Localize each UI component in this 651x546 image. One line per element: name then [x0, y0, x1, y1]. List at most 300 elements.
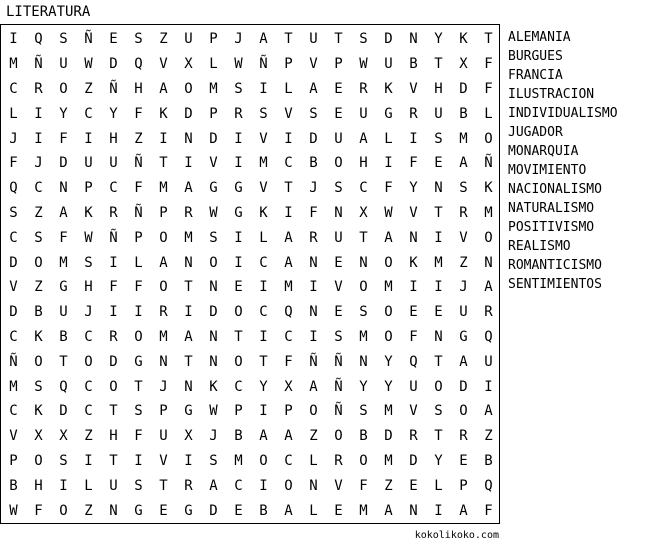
grid-cell[interactable]: W [84, 56, 93, 73]
grid-cell[interactable]: Z [484, 428, 493, 445]
grid-cell[interactable]: O [434, 378, 443, 395]
grid-cell[interactable]: Z [309, 428, 318, 445]
grid-cell[interactable]: K [34, 328, 43, 345]
grid-cell[interactable]: I [34, 130, 43, 147]
grid-cell[interactable]: M [384, 403, 393, 420]
grid-cell[interactable]: B [9, 477, 18, 494]
grid-cell[interactable]: Ñ [309, 353, 318, 370]
grid-cell[interactable]: R [234, 105, 243, 122]
grid-cell[interactable]: A [459, 155, 468, 172]
grid-cell[interactable]: D [384, 31, 393, 48]
grid-cell[interactable]: L [484, 105, 493, 122]
grid-cell[interactable]: F [409, 155, 418, 172]
grid-cell[interactable]: R [34, 80, 43, 97]
grid-cell[interactable]: C [259, 254, 268, 271]
grid-cell[interactable]: S [459, 180, 468, 197]
grid-cell[interactable]: N [359, 254, 368, 271]
grid-cell[interactable]: V [159, 452, 168, 469]
grid-cell[interactable]: K [209, 378, 218, 395]
grid-cell[interactable]: N [109, 502, 118, 519]
grid-cell[interactable]: X [184, 428, 193, 445]
grid-cell[interactable]: I [234, 130, 243, 147]
grid-cell[interactable]: I [184, 155, 193, 172]
grid-cell[interactable]: Ñ [34, 56, 43, 73]
grid-cell[interactable]: O [334, 428, 343, 445]
grid-cell[interactable]: O [359, 279, 368, 296]
grid-cell[interactable]: H [434, 80, 443, 97]
grid-cell[interactable]: P [209, 31, 218, 48]
grid-cell[interactable]: N [209, 353, 218, 370]
grid-cell[interactable]: X [284, 378, 293, 395]
grid-cell[interactable]: R [184, 477, 193, 494]
grid-cell[interactable]: I [484, 378, 493, 395]
grid-cell[interactable]: D [209, 130, 218, 147]
grid-cell[interactable]: S [334, 328, 343, 345]
grid-cell[interactable]: E [334, 254, 343, 271]
grid-cell[interactable]: A [309, 378, 318, 395]
grid-cell[interactable]: N [59, 180, 68, 197]
grid-cell[interactable]: F [34, 502, 43, 519]
grid-cell[interactable]: O [84, 353, 93, 370]
grid-cell[interactable]: N [409, 31, 418, 48]
grid-cell[interactable]: I [9, 31, 18, 48]
grid-cell[interactable]: P [209, 105, 218, 122]
grid-cell[interactable]: V [459, 229, 468, 246]
grid-cell[interactable]: Ñ [134, 155, 143, 172]
grid-cell[interactable]: O [59, 80, 68, 97]
grid-cell[interactable]: I [109, 254, 118, 271]
grid-cell[interactable]: P [459, 477, 468, 494]
grid-cell[interactable]: T [284, 180, 293, 197]
grid-cell[interactable]: L [209, 56, 218, 73]
grid-cell[interactable]: F [59, 229, 68, 246]
grid-cell[interactable]: N [309, 304, 318, 321]
grid-cell[interactable]: M [184, 229, 193, 246]
grid-cell[interactable]: V [409, 403, 418, 420]
grid-cell[interactable]: L [84, 477, 93, 494]
grid-cell[interactable]: W [384, 204, 393, 221]
grid-cell[interactable]: C [9, 403, 18, 420]
grid-cell[interactable]: K [409, 254, 418, 271]
grid-cell[interactable]: U [84, 155, 93, 172]
grid-cell[interactable]: S [84, 254, 93, 271]
grid-cell[interactable]: D [409, 452, 418, 469]
grid-cell[interactable]: V [259, 180, 268, 197]
grid-cell[interactable]: Ñ [334, 353, 343, 370]
grid-cell[interactable]: K [84, 204, 93, 221]
grid-cell[interactable]: C [9, 328, 18, 345]
grid-cell[interactable]: O [359, 452, 368, 469]
grid-cell[interactable]: G [134, 502, 143, 519]
grid-cell[interactable]: Ñ [109, 229, 118, 246]
grid-cell[interactable]: I [259, 403, 268, 420]
grid-cell[interactable]: M [209, 80, 218, 97]
grid-cell[interactable]: Ñ [334, 378, 343, 395]
grid-cell[interactable]: C [109, 180, 118, 197]
grid-cell[interactable]: F [9, 155, 18, 172]
grid-cell[interactable]: E [334, 304, 343, 321]
grid-cell[interactable]: A [59, 204, 68, 221]
grid-cell[interactable]: E [409, 304, 418, 321]
grid-cell[interactable]: N [334, 204, 343, 221]
grid-cell[interactable]: S [434, 403, 443, 420]
grid-cell[interactable]: L [384, 130, 393, 147]
grid-cell[interactable]: B [34, 304, 43, 321]
grid-cell[interactable]: C [284, 155, 293, 172]
grid-cell[interactable]: H [109, 428, 118, 445]
grid-cell[interactable]: Ñ [84, 31, 93, 48]
grid-cell[interactable]: R [459, 428, 468, 445]
grid-cell[interactable]: M [159, 180, 168, 197]
grid-cell[interactable]: E [109, 31, 118, 48]
grid-cell[interactable]: W [209, 403, 218, 420]
grid-cell[interactable]: R [184, 204, 193, 221]
grid-cell[interactable]: Z [84, 428, 93, 445]
grid-cell[interactable]: M [9, 378, 18, 395]
grid-cell[interactable]: R [109, 204, 118, 221]
grid-cell[interactable]: P [134, 229, 143, 246]
grid-cell[interactable]: G [459, 328, 468, 345]
grid-cell[interactable]: R [409, 105, 418, 122]
grid-cell[interactable]: T [234, 328, 243, 345]
grid-cell[interactable]: M [384, 452, 393, 469]
grid-cell[interactable]: N [409, 502, 418, 519]
grid-cell[interactable]: X [34, 428, 43, 445]
grid-cell[interactable]: O [384, 254, 393, 271]
grid-cell[interactable]: O [234, 353, 243, 370]
grid-cell[interactable]: E [234, 502, 243, 519]
grid-cell[interactable]: F [134, 428, 143, 445]
grid-cell[interactable]: E [434, 304, 443, 321]
grid-cell[interactable]: G [184, 403, 193, 420]
grid-cell[interactable]: S [134, 403, 143, 420]
grid-cell[interactable]: K [459, 31, 468, 48]
grid-cell[interactable]: O [34, 353, 43, 370]
grid-cell[interactable]: R [334, 452, 343, 469]
grid-cell[interactable]: G [134, 353, 143, 370]
grid-cell[interactable]: F [134, 279, 143, 296]
grid-cell[interactable]: F [109, 279, 118, 296]
grid-cell[interactable]: A [284, 254, 293, 271]
grid-cell[interactable]: S [209, 452, 218, 469]
grid-cell[interactable]: Ñ [109, 80, 118, 97]
grid-cell[interactable]: A [309, 80, 318, 97]
grid-cell[interactable]: N [159, 353, 168, 370]
grid-cell[interactable]: O [209, 254, 218, 271]
grid-cell[interactable]: D [109, 353, 118, 370]
grid-cell[interactable]: M [359, 502, 368, 519]
grid-cell[interactable]: C [284, 328, 293, 345]
grid-cell[interactable]: V [159, 56, 168, 73]
grid-cell[interactable]: D [309, 130, 318, 147]
grid-cell[interactable]: J [34, 155, 43, 172]
grid-cell[interactable]: U [484, 353, 493, 370]
grid-cell[interactable]: H [134, 80, 143, 97]
grid-cell[interactable]: S [359, 304, 368, 321]
grid-cell[interactable]: O [259, 452, 268, 469]
grid-cell[interactable]: T [259, 353, 268, 370]
grid-cell[interactable]: Q [409, 353, 418, 370]
grid-cell[interactable]: Y [434, 31, 443, 48]
grid-cell[interactable]: V [409, 204, 418, 221]
grid-cell[interactable]: U [109, 477, 118, 494]
grid-cell[interactable]: O [309, 403, 318, 420]
grid-cell[interactable]: Z [84, 80, 93, 97]
grid-cell[interactable]: Z [134, 130, 143, 147]
grid-cell[interactable]: T [159, 155, 168, 172]
grid-cell[interactable]: C [259, 304, 268, 321]
grid-cell[interactable]: D [9, 304, 18, 321]
grid-cell[interactable]: C [9, 229, 18, 246]
grid-cell[interactable]: I [259, 80, 268, 97]
grid-cell[interactable]: D [109, 56, 118, 73]
grid-cell[interactable]: M [459, 130, 468, 147]
grid-cell[interactable]: R [409, 428, 418, 445]
grid-cell[interactable]: U [59, 304, 68, 321]
grid-cell[interactable]: T [359, 229, 368, 246]
grid-cell[interactable]: B [234, 428, 243, 445]
grid-cell[interactable]: N [184, 130, 193, 147]
grid-cell[interactable]: F [284, 353, 293, 370]
grid-cell[interactable]: J [234, 31, 243, 48]
grid-cell[interactable]: R [309, 229, 318, 246]
grid-cell[interactable]: N [359, 353, 368, 370]
grid-cell[interactable]: Ñ [484, 155, 493, 172]
grid-cell[interactable]: I [434, 502, 443, 519]
grid-cell[interactable]: C [84, 378, 93, 395]
grid-cell[interactable]: H [109, 130, 118, 147]
grid-cell[interactable]: E [334, 502, 343, 519]
grid-cell[interactable]: Ñ [259, 56, 268, 73]
grid-cell[interactable]: Z [384, 477, 393, 494]
grid-cell[interactable]: W [84, 229, 93, 246]
grid-cell[interactable]: K [484, 180, 493, 197]
grid-cell[interactable]: E [334, 105, 343, 122]
grid-cell[interactable]: N [409, 229, 418, 246]
grid-cell[interactable]: F [309, 204, 318, 221]
grid-cell[interactable]: C [9, 80, 18, 97]
grid-cell[interactable]: X [359, 204, 368, 221]
grid-cell[interactable]: O [59, 502, 68, 519]
grid-cell[interactable]: D [459, 80, 468, 97]
grid-cell[interactable]: T [434, 56, 443, 73]
grid-cell[interactable]: T [59, 353, 68, 370]
grid-cell[interactable]: E [409, 477, 418, 494]
grid-cell[interactable]: Y [409, 180, 418, 197]
grid-cell[interactable]: I [434, 229, 443, 246]
grid-cell[interactable]: R [359, 80, 368, 97]
grid-cell[interactable]: P [284, 56, 293, 73]
grid-cell[interactable]: A [159, 80, 168, 97]
grid-cell[interactable]: Z [159, 31, 168, 48]
grid-cell[interactable]: T [159, 477, 168, 494]
grid-cell[interactable]: N [434, 180, 443, 197]
grid-cell[interactable]: M [434, 254, 443, 271]
grid-cell[interactable]: V [284, 105, 293, 122]
grid-cell[interactable]: M [384, 279, 393, 296]
grid-cell[interactable]: T [434, 353, 443, 370]
grid-cell[interactable]: M [259, 155, 268, 172]
grid-cell[interactable]: L [259, 229, 268, 246]
grid-cell[interactable]: S [34, 378, 43, 395]
grid-cell[interactable]: O [159, 229, 168, 246]
grid-cell[interactable]: C [84, 328, 93, 345]
grid-cell[interactable]: I [259, 279, 268, 296]
grid-cell[interactable]: Ñ [334, 403, 343, 420]
grid-cell[interactable]: V [9, 279, 18, 296]
grid-cell[interactable]: X [59, 428, 68, 445]
grid-cell[interactable]: S [34, 229, 43, 246]
grid-cell[interactable]: A [284, 428, 293, 445]
grid-cell[interactable]: F [359, 477, 368, 494]
grid-cell[interactable]: Ñ [9, 353, 18, 370]
grid-cell[interactable]: S [334, 180, 343, 197]
grid-cell[interactable]: B [259, 502, 268, 519]
grid-cell[interactable]: V [209, 155, 218, 172]
grid-cell[interactable]: A [259, 31, 268, 48]
grid-cell[interactable]: Ñ [134, 204, 143, 221]
grid-cell[interactable]: W [234, 56, 243, 73]
grid-cell[interactable]: B [459, 105, 468, 122]
grid-cell[interactable]: N [184, 254, 193, 271]
grid-cell[interactable]: O [184, 80, 193, 97]
grid-cell[interactable]: I [134, 452, 143, 469]
grid-cell[interactable]: U [334, 130, 343, 147]
grid-cell[interactable]: K [384, 80, 393, 97]
grid-cell[interactable]: B [309, 155, 318, 172]
grid-cell[interactable]: I [284, 130, 293, 147]
grid-cell[interactable]: J [459, 279, 468, 296]
grid-cell[interactable]: Q [9, 180, 18, 197]
grid-cell[interactable]: L [309, 452, 318, 469]
grid-cell[interactable]: J [9, 130, 18, 147]
grid-cell[interactable]: M [484, 204, 493, 221]
grid-cell[interactable]: H [359, 155, 368, 172]
grid-cell[interactable]: T [184, 353, 193, 370]
grid-cell[interactable]: W [9, 502, 18, 519]
grid-cell[interactable]: P [159, 204, 168, 221]
grid-cell[interactable]: K [34, 403, 43, 420]
grid-cell[interactable]: J [209, 428, 218, 445]
grid-cell[interactable]: Y [384, 353, 393, 370]
grid-cell[interactable]: T [109, 452, 118, 469]
grid-cell[interactable]: Q [484, 477, 493, 494]
grid-cell[interactable]: K [259, 204, 268, 221]
grid-cell[interactable]: E [334, 80, 343, 97]
grid-cell[interactable]: T [184, 279, 193, 296]
grid-cell[interactable]: C [359, 180, 368, 197]
grid-cell[interactable]: D [59, 155, 68, 172]
grid-cell[interactable]: J [159, 378, 168, 395]
grid-cell[interactable]: S [359, 31, 368, 48]
grid-cell[interactable]: I [59, 477, 68, 494]
grid-cell[interactable]: S [59, 452, 68, 469]
grid-cell[interactable]: T [484, 31, 493, 48]
grid-cell[interactable]: A [284, 229, 293, 246]
grid-cell[interactable]: X [184, 56, 193, 73]
grid-cell[interactable]: G [234, 204, 243, 221]
grid-cell[interactable]: G [209, 180, 218, 197]
grid-cell[interactable]: U [109, 155, 118, 172]
grid-cell[interactable]: C [234, 477, 243, 494]
grid-cell[interactable]: R [109, 328, 118, 345]
grid-cell[interactable]: S [259, 105, 268, 122]
grid-cell[interactable]: Z [459, 254, 468, 271]
grid-cell[interactable]: G [234, 180, 243, 197]
grid-cell[interactable]: I [34, 105, 43, 122]
grid-cell[interactable]: E [434, 155, 443, 172]
grid-cell[interactable]: L [134, 254, 143, 271]
grid-cell[interactable]: S [134, 31, 143, 48]
grid-cell[interactable]: U [459, 304, 468, 321]
grid-cell[interactable]: A [184, 328, 193, 345]
grid-cell[interactable]: I [234, 254, 243, 271]
grid-cell[interactable]: N [484, 254, 493, 271]
grid-cell[interactable]: I [159, 130, 168, 147]
grid-cell[interactable]: S [434, 130, 443, 147]
grid-cell[interactable]: A [484, 279, 493, 296]
grid-cell[interactable]: C [34, 180, 43, 197]
grid-cell[interactable]: D [184, 105, 193, 122]
grid-cell[interactable]: T [134, 378, 143, 395]
grid-cell[interactable]: U [334, 229, 343, 246]
grid-cell[interactable]: T [434, 204, 443, 221]
grid-cell[interactable]: I [434, 279, 443, 296]
grid-cell[interactable]: N [434, 328, 443, 345]
grid-cell[interactable]: Z [34, 204, 43, 221]
grid-cell[interactable]: V [309, 56, 318, 73]
grid-cell[interactable]: D [59, 403, 68, 420]
grid-cell[interactable]: M [284, 279, 293, 296]
grid-cell[interactable]: S [9, 204, 18, 221]
grid-cell[interactable]: H [84, 279, 93, 296]
grid-cell[interactable]: I [184, 452, 193, 469]
grid-cell[interactable]: L [9, 105, 18, 122]
grid-cell[interactable]: M [359, 328, 368, 345]
grid-cell[interactable]: I [84, 452, 93, 469]
grid-cell[interactable]: W [209, 204, 218, 221]
grid-cell[interactable]: U [59, 56, 68, 73]
grid-cell[interactable]: W [359, 56, 368, 73]
grid-cell[interactable]: Y [434, 452, 443, 469]
grid-cell[interactable]: F [484, 502, 493, 519]
grid-cell[interactable]: S [134, 477, 143, 494]
grid-cell[interactable]: F [134, 105, 143, 122]
grid-cell[interactable]: A [384, 502, 393, 519]
grid-cell[interactable]: P [334, 56, 343, 73]
grid-cell[interactable]: D [384, 428, 393, 445]
grid-cell[interactable]: N [209, 279, 218, 296]
grid-cell[interactable]: Q [59, 378, 68, 395]
grid-cell[interactable]: S [359, 403, 368, 420]
grid-cell[interactable]: O [134, 328, 143, 345]
grid-cell[interactable]: A [209, 477, 218, 494]
grid-cell[interactable]: I [234, 155, 243, 172]
grid-cell[interactable]: S [234, 80, 243, 97]
grid-cell[interactable]: M [9, 56, 18, 73]
grid-cell[interactable]: U [409, 378, 418, 395]
grid-cell[interactable]: N [209, 328, 218, 345]
grid-cell[interactable]: V [259, 130, 268, 147]
grid-cell[interactable]: U [184, 31, 193, 48]
grid-cell[interactable]: I [309, 279, 318, 296]
grid-cell[interactable]: Y [384, 378, 393, 395]
grid-cell[interactable]: F [134, 180, 143, 197]
grid-cell[interactable]: Y [109, 105, 118, 122]
grid-cell[interactable]: N [309, 254, 318, 271]
grid-cell[interactable]: O [334, 155, 343, 172]
grid-cell[interactable]: P [9, 452, 18, 469]
